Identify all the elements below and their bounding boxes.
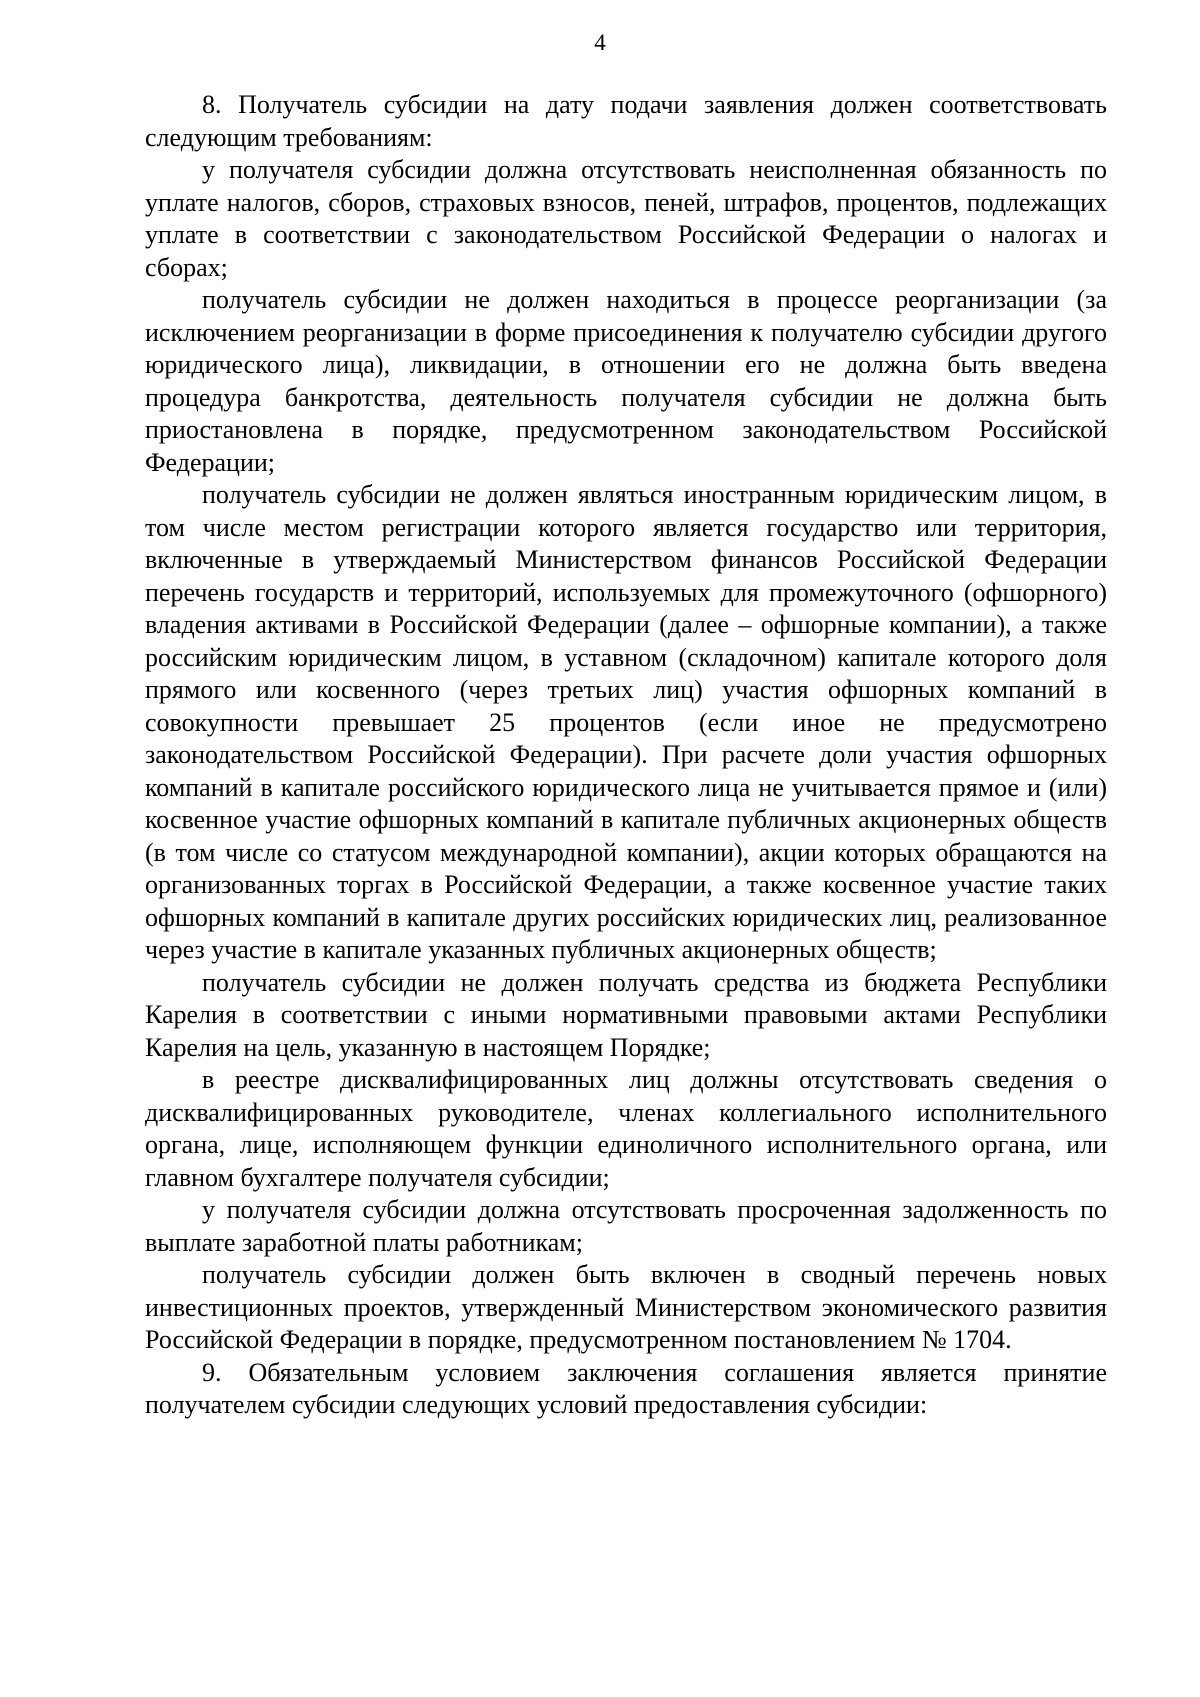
paragraph-investment-list: получатель субсидии должен быть включен в сводный перечень новых инвестиционных проектов, утвержденный Министерством экономического развития Российской Федерации в порядке, предусмотренном постановлением № 1704. <box>145 1260 1107 1354</box>
paragraph-tax-arrears: у получателя субсидии должна отсутствовать неисполненная обязанность по уплате налогов, сборов, страховых взносов, пеней, штрафов, процентов, подлежащих уплате в соответствии с законодательством Российской Федерации о налогах и сборах; <box>145 155 1107 282</box>
paragraph-reorganization: получатель субсидии не должен находиться в процессе реорганизации (за исключением реорганизации в форме присоединения к получателю субсидии другого юридического лица), ликвидации, в отношении его не должна быть введена процедура банкротства, деятельность получателя субсидии не должна быть приостановлена в порядке, предусмотренном законодательством Российской Федерации; <box>145 285 1107 477</box>
paragraph-disqualified-persons: в реестре дисквалифицированных лиц должны отсутствовать сведения о дисквалифицированных руководителе, членах коллегиального исполнительного органа, лице, исполняющем функции единоличного исполнительного органа, или главном бухгалтере получателя субсидии; <box>145 1065 1107 1192</box>
page-number: 4 <box>594 30 606 55</box>
paragraph-budget-funds: получатель субсидии не должен получать средства из бюджета Республики Карелия в соответствии с иными нормативными правовыми актами Республики Карелия на цель, указанную в настоящем Порядке; <box>145 967 1107 1062</box>
paragraph-wage-arrears: у получателя субсидии должна отсутствовать просроченная задолженность по выплате заработной платы работникам; <box>145 1195 1107 1257</box>
document-body <box>145 89 1107 1422</box>
paragraph-item-9: 9. Обязательным условием заключения соглашения является принятие получателем субсидии следующих условий предоставления субсидии: <box>145 1357 1107 1419</box>
paragraph-item-8: 8. Получатель субсидии на дату подачи заявления должен соответствовать следующим требованиям: <box>145 90 1107 152</box>
paragraph-offshore: получатель субсидии не должен являться иностранным юридическим лицом, в том числе местом регистрации которого является государство или территория, включенные в утверждаемый Министерством финансов Российской Федерации перечень государств и территорий, используемых для промежуточного (офшорного) владения активами в Российской Федерации (далее – офшорные компании), а также российским юридическим лицом, в уставном (складочном) капитале которого доля прямого или косвенного (через третьих лиц) участия офшорных компаний в совокупности превышает 25 процентов (если иное не предусмотрено законодательством Российской Федерации). При расчете доли участия офшорных компаний в капитале российского юридического лица не учитывается прямое и (или) косвенное участие офшорных компаний в капитале публичных акционерных обществ (в том числе со статусом международной компании), акции которых обращаются на организованных торгах в Российской Федерации, а также косвенное участие таких офшорных компаний в капитале других российских юридических лиц, реализованное через участие в капитале указанных публичных акционерных обществ; <box>145 480 1107 964</box>
